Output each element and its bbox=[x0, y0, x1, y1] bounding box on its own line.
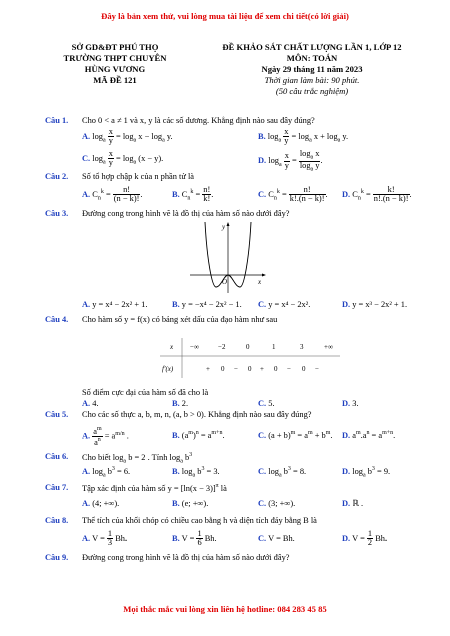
x-axis-label: x bbox=[258, 278, 262, 286]
x-value: −2 bbox=[218, 343, 226, 351]
x-value: 0 bbox=[246, 343, 250, 351]
exam-title: ĐỀ KHẢO SÁT CHẤT LƯỢNG LẦN 1, LỚP 12 bbox=[222, 42, 402, 52]
header-left bbox=[50, 42, 180, 86]
sign: 0 bbox=[274, 365, 278, 373]
option-text: 5. bbox=[268, 399, 275, 408]
option-text: 9. bbox=[383, 466, 391, 476]
option-letter: D. bbox=[342, 399, 351, 408]
answer-option: D. $a^m.a^n = a^{m+n}$. bbox=[342, 430, 396, 440]
answer-option: A. $C_n^k$ = $\frac{n!}{(n - k)!}$ . bbox=[82, 185, 143, 204]
answer-option: D. $\log_a b^3 = 9$. bbox=[342, 466, 391, 479]
answer-option: B. V = $\frac{1}{6}$ Bh. bbox=[172, 529, 217, 548]
option-letter: A. bbox=[82, 131, 91, 141]
answer-option bbox=[172, 499, 208, 509]
option-letter: C. bbox=[258, 189, 267, 199]
subject-title: MÔN: TOÁN bbox=[286, 53, 338, 63]
option-letter: B. bbox=[172, 399, 180, 408]
answer-option bbox=[82, 300, 147, 310]
question-label: Câu 8. bbox=[45, 516, 69, 525]
option-letter: A. bbox=[82, 189, 91, 199]
header-left-line: TRƯỜNG THPT CHUYÊN bbox=[63, 53, 167, 63]
y-axis-label: y bbox=[222, 223, 226, 231]
option-text: ℝ . bbox=[352, 499, 364, 508]
question-label: Câu 6. bbox=[45, 452, 69, 461]
question-text: Cho 0 < a ≠ 1 và x, y là các số dương. Khẳng định nào sau đây đúng? bbox=[82, 116, 315, 125]
answer-option: A. V = $\frac{1}{3}$ Bh. bbox=[82, 529, 128, 548]
option-letter: A. bbox=[82, 431, 91, 441]
banner-bottom: Mọi thắc mắc vui lòng xin liên hệ hotline: 084 283 45 85 bbox=[123, 604, 327, 614]
header-right bbox=[212, 42, 412, 97]
option-letter: D. bbox=[258, 156, 267, 166]
answer-option: D. $\log_a$ $\frac{x}{y}$ = $\frac{\log_a x}{\log_a y}$ . bbox=[258, 149, 323, 173]
option-letter: C. bbox=[258, 399, 267, 408]
sign-table bbox=[160, 336, 340, 380]
question-text: Đường cong trong hình vẽ là đồ thị của hàm số nào dưới đây? bbox=[82, 209, 290, 218]
answer-option: C. $C_n^k$ = $\frac{n!}{k!.(n - k)!}$ . bbox=[258, 185, 328, 204]
answer-option: A. $\log_a b^3 = 6$. bbox=[82, 466, 131, 479]
header-left-line: HÙNG VƯƠNG bbox=[84, 64, 146, 74]
sign: + bbox=[260, 365, 264, 373]
answer-option: D. V = $\frac{1}{2}$ Bh. bbox=[342, 529, 388, 548]
option-letter: A. bbox=[82, 399, 91, 408]
x-axis-arrow bbox=[262, 274, 266, 277]
option-letter: C. bbox=[82, 153, 91, 163]
option-text: y = −x⁴ − 2x² − 1. bbox=[181, 300, 242, 309]
sign: 0 bbox=[221, 365, 225, 373]
question-label: Câu 9. bbox=[45, 553, 69, 562]
answer-option bbox=[82, 399, 99, 409]
option-letter: B. bbox=[172, 300, 180, 309]
header-left-line: SỞ GD&ĐT PHÚ THỌ bbox=[71, 42, 159, 52]
option-text: 3. bbox=[213, 466, 220, 476]
option-letter: C. bbox=[258, 300, 267, 309]
option-text: y = x⁴ − 2x² + 1. bbox=[92, 300, 148, 309]
question-lead: Cho biết bbox=[82, 452, 111, 462]
option-letter: A. bbox=[82, 300, 91, 309]
answer-option: A. $\log_a$ $\frac{x}{y}$ = $\log_a x - \log_a y$. bbox=[82, 127, 173, 146]
option-letter: B. bbox=[172, 499, 180, 508]
answer-option: C. $\log_a$ $\frac{x}{y}$ = $\log_a (x - y)$. bbox=[82, 149, 164, 168]
answer-option bbox=[258, 399, 275, 409]
option-letter: C. bbox=[258, 430, 267, 440]
answer-option: A. $\frac{a^m}{a^n}$ = $a^{m/n}$ . bbox=[82, 426, 129, 447]
option-letter: D. bbox=[342, 300, 351, 309]
answer-option bbox=[172, 399, 188, 409]
option-text: 2. bbox=[181, 399, 189, 408]
sign: 0 bbox=[302, 365, 306, 373]
origin-label: O bbox=[222, 278, 228, 286]
answer-option: D. $C_n^k$ = $\frac{k!}{n!.(n - k)!}$ . bbox=[342, 185, 412, 204]
question-label: Câu 2. bbox=[45, 172, 69, 181]
question-label: Câu 3. bbox=[45, 209, 69, 218]
question-label: Câu 1. bbox=[45, 116, 69, 125]
question-lead: Tập xác định của hàm số bbox=[82, 483, 166, 493]
option-letter: A. bbox=[82, 466, 91, 476]
option-letter: C. bbox=[258, 499, 267, 508]
option-letter: A. bbox=[82, 499, 91, 508]
option-text: y = x⁴ − 2x². bbox=[268, 300, 311, 309]
answer-option bbox=[258, 300, 310, 310]
option-letter: D. bbox=[342, 466, 351, 476]
answer-option bbox=[172, 300, 242, 310]
option-letter: B. bbox=[172, 189, 180, 199]
option-letter: D. bbox=[342, 189, 351, 199]
function-graph bbox=[188, 220, 268, 295]
answer-option bbox=[342, 499, 363, 509]
option-letter: D. bbox=[342, 430, 351, 440]
question-text: Số tổ hợp chập k của n phần tử là bbox=[82, 172, 195, 181]
exam-time: Thời gian làm bài: 90 phút. bbox=[264, 75, 360, 85]
answer-option bbox=[342, 399, 359, 409]
banner-top: Đây là bản xem thử, vui lòng mua tài liệu để xem chi tiết(có lời giải) bbox=[101, 11, 349, 21]
answer-option bbox=[82, 499, 119, 509]
option-letter: C. bbox=[258, 534, 267, 543]
option-text: 6. bbox=[123, 466, 131, 476]
header-left-line: MÃ ĐỀ 121 bbox=[93, 75, 137, 85]
answer-option: C. $\log_a b^3 = 8$. bbox=[258, 466, 307, 479]
question-label: Câu 4. bbox=[45, 315, 69, 324]
fx-row-label: f′(x) bbox=[162, 365, 174, 373]
answer-option: B. $\log_a b^3 = 3$. bbox=[172, 466, 220, 479]
sign: − bbox=[234, 365, 238, 373]
x-value: +∞ bbox=[324, 343, 333, 351]
answer-option bbox=[258, 499, 295, 509]
answer-option: C. $(a + b)^m = a^m + b^m$. bbox=[258, 430, 333, 440]
sign: − bbox=[287, 365, 291, 373]
x-value: 3 bbox=[300, 343, 304, 351]
sign: 0 bbox=[248, 365, 252, 373]
option-text: 3. bbox=[352, 399, 359, 408]
option-letter: D. bbox=[342, 499, 351, 508]
question-text: Cho hàm số y = f(x) có bảng xét dấu của đạo hàm như sau bbox=[82, 315, 278, 324]
option-text: (e; +∞). bbox=[181, 499, 209, 508]
question-label: Câu 7. bbox=[45, 483, 69, 492]
option-letter: B. bbox=[172, 430, 180, 440]
question-text: Đường cong trong hình vẽ là đồ thị của hàm số nào dưới đây? bbox=[82, 553, 290, 562]
question-text: Cho biết $\log_a b = 2$ . Tính $\log_a b^3$ bbox=[82, 452, 193, 465]
question-text: Thể tích của khối chóp có chiều cao bằng h và diện tích đáy bằng B là bbox=[82, 516, 317, 525]
question-text: Số điểm cực đại của hàm số đã cho là bbox=[82, 388, 209, 397]
x-row-label: x bbox=[170, 343, 174, 351]
option-text: y = x³ − 2x² + 1. bbox=[352, 300, 408, 309]
option-letter: C. bbox=[258, 466, 267, 476]
question-text: Cho các số thực a, b, m, n, (a, b > 0). Khẳng định nào sau đây đúng? bbox=[82, 410, 312, 419]
question-count: (50 câu trắc nghiệm) bbox=[275, 86, 349, 96]
option-text: (4; +∞). bbox=[92, 499, 120, 508]
answer-option: B. $(a^m)^n = a^{m+n}$. bbox=[172, 430, 225, 440]
option-text: 4. bbox=[92, 399, 99, 408]
option-letter: D. bbox=[342, 533, 351, 543]
exam-date: Ngày 29 tháng 11 năm 2023 bbox=[261, 64, 363, 74]
answer-option: C. V = Bh. bbox=[258, 534, 295, 543]
x-value: −∞ bbox=[190, 343, 199, 351]
option-letter: B. bbox=[172, 533, 180, 543]
option-text: (3; +∞). bbox=[268, 499, 296, 508]
option-letter: B. bbox=[258, 131, 266, 141]
answer-option bbox=[342, 300, 407, 310]
option-letter: A. bbox=[82, 533, 91, 543]
question-text: Tập xác định của hàm số $y = [\ln(x - 3)]^\pi$ là bbox=[82, 483, 227, 493]
option-text: 8. bbox=[299, 466, 307, 476]
x-value: 1 bbox=[272, 343, 276, 351]
sign: + bbox=[206, 365, 210, 373]
y-axis-arrow bbox=[227, 222, 230, 226]
option-letter: B. bbox=[172, 466, 180, 476]
question-label: Câu 5. bbox=[45, 410, 69, 419]
sign: − bbox=[315, 365, 319, 373]
answer-option: B. $C_n^k$ = $\frac{n!}{k!}$ . bbox=[172, 185, 214, 204]
answer-option: B. $\log_a$ $\frac{x}{y}$ = $\log_a x + \log_a y$. bbox=[258, 127, 349, 146]
